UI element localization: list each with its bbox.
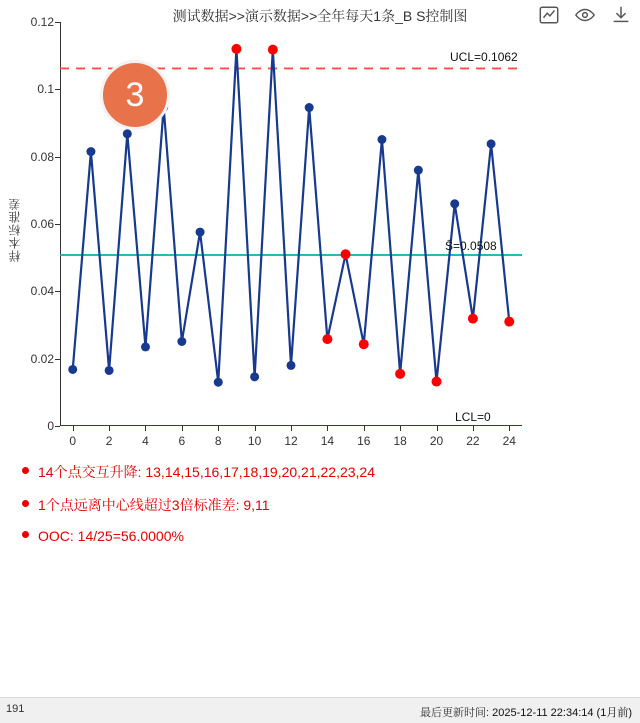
x-tick-mark: [291, 426, 292, 431]
data-point-ooc: [432, 377, 442, 387]
y-tick-label: 0.08: [30, 149, 54, 164]
data-point-ooc: [231, 44, 241, 54]
y-tick-label: 0.02: [30, 351, 54, 366]
x-tick-mark: [509, 426, 510, 431]
x-tick-label: 2: [105, 434, 113, 448]
rule-text: 14个点交互升降: 13,14,15,16,17,18,19,20,21,22,23,24: [38, 464, 376, 480]
x-tick-label: 10: [247, 434, 262, 448]
data-point: [214, 378, 223, 387]
limit-label-cl: S̄=0.0508: [445, 238, 497, 253]
y-tick-mark: [55, 22, 60, 23]
rule-violation-list: [22, 462, 622, 557]
record-count: 191: [6, 703, 25, 715]
x-tick-mark: [327, 426, 328, 431]
x-tick-label: 0: [69, 434, 77, 448]
x-tick-label: 14: [320, 434, 335, 448]
y-tick-mark: [55, 359, 60, 360]
x-tick-label: 12: [284, 434, 298, 448]
last-updated-timestamp: 2025-12-11 22:34:14 (1月前): [492, 707, 632, 719]
last-updated: [420, 704, 632, 720]
x-tick-label: 16: [357, 434, 371, 448]
data-point-ooc: [504, 317, 514, 327]
y-tick-label: 0: [47, 419, 54, 433]
x-tick-mark: [364, 426, 365, 431]
rule-item: [22, 462, 622, 482]
data-point: [305, 103, 314, 112]
data-point-ooc: [359, 339, 369, 349]
bullet-icon: [22, 531, 29, 538]
data-point-ooc: [395, 369, 405, 379]
rule-item: [22, 495, 622, 515]
data-point: [196, 228, 205, 237]
x-tick-label: 18: [393, 434, 407, 448]
y-tick-mark: [55, 89, 60, 90]
x-tick-label: 8: [214, 434, 222, 448]
y-tick-label: 0.1: [37, 82, 54, 97]
limit-label-lcl: LCL=0: [455, 410, 491, 424]
y-tick-mark: [55, 426, 60, 427]
x-tick-mark: [437, 426, 438, 431]
x-tick-mark: [255, 426, 256, 431]
data-point: [450, 199, 459, 208]
x-tick-label: 24: [502, 434, 516, 448]
y-tick-label: 0.04: [30, 284, 54, 299]
content-spacer: [0, 688, 640, 697]
status-bar: [0, 697, 640, 723]
rule-text: OOC: 14/25=56.0000%: [38, 528, 184, 544]
limit-label-ucl: UCL=0.1062: [450, 50, 518, 65]
data-point: [487, 139, 496, 148]
data-point-ooc: [341, 249, 351, 259]
rule-text: 1个点远离中心线超过3倍标准差: 9,11: [38, 497, 270, 513]
bullet-icon: [22, 467, 29, 474]
data-point: [177, 337, 186, 346]
y-tick-label: 0.12: [30, 15, 54, 29]
x-tick-mark: [145, 426, 146, 431]
y-tick-mark: [55, 224, 60, 225]
x-tick-label: 6: [178, 434, 186, 448]
data-point-ooc: [468, 314, 478, 324]
x-tick-label: 22: [466, 434, 480, 448]
x-tick-mark: [73, 426, 74, 431]
data-point: [250, 372, 259, 381]
x-tick-label: 20: [429, 434, 444, 448]
page-title: 测试数据>>演示数据>>全年每天1条_B S控制图: [172, 8, 468, 24]
x-tick-mark: [400, 426, 401, 431]
data-point: [414, 166, 423, 175]
y-tick-mark: [55, 291, 60, 292]
y-axis-title: 样本标准差: [8, 197, 22, 262]
last-updated-label: 最后更新时间:: [420, 707, 490, 719]
status-badge: 3: [100, 60, 170, 130]
data-point-ooc: [268, 45, 278, 55]
data-point: [105, 366, 114, 375]
x-tick-mark: [218, 426, 219, 431]
y-tick-label: 0.06: [30, 217, 54, 231]
bullet-icon: [22, 500, 29, 507]
data-point: [287, 361, 296, 370]
data-point: [68, 365, 77, 374]
rule-item: [22, 528, 622, 544]
data-point: [86, 147, 95, 156]
data-point: [141, 342, 150, 351]
data-point-ooc: [322, 334, 332, 344]
x-tick-mark: [109, 426, 110, 431]
x-tick-mark: [473, 426, 474, 431]
data-point: [377, 135, 386, 144]
x-tick-mark: [182, 426, 183, 431]
x-tick-label: 4: [142, 434, 149, 448]
y-tick-mark: [55, 157, 60, 158]
data-point: [123, 129, 132, 138]
